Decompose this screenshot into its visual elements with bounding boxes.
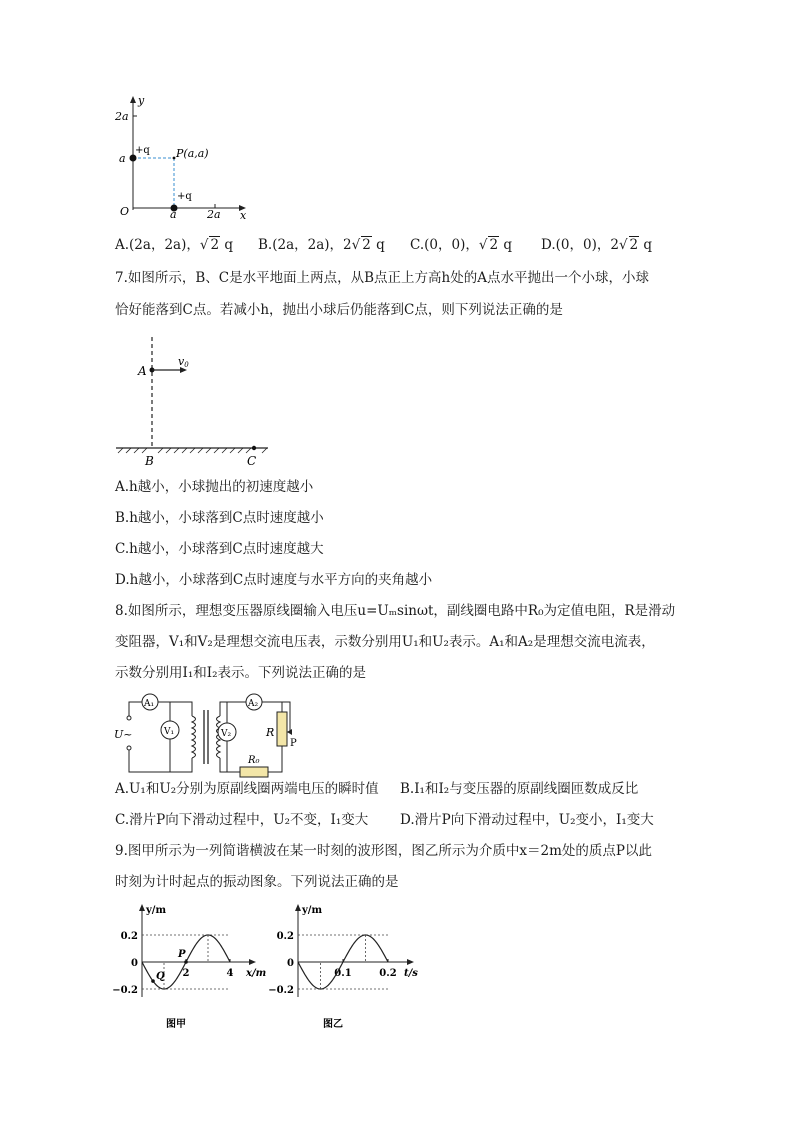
point-p-marker [184, 960, 188, 964]
x-tick-label: 2 [182, 968, 190, 979]
q6-option-d-suffix: q [639, 237, 653, 253]
q8-option-a: A.U₁和U₂分别为原副线圈两端电压的瞬时值 [115, 781, 379, 797]
q9-stem-line1: 9.图甲所示为一列简谐横波在某一时刻的波形图，图乙所示为介质中x＝2m处的质点P以此 [115, 843, 652, 859]
q8-option-b: B.I₁和I₂与变压器的原副线圈匝数成反比 [400, 781, 639, 797]
point-q-marker [151, 979, 155, 983]
label-x-axis: x [240, 209, 247, 222]
y-axis-arrow [139, 904, 145, 911]
q8-stem-line3: 示数分别用I₁和I₂表示。下列说法正确的是 [115, 665, 366, 681]
q6-option-b-root: 2 [362, 237, 371, 253]
q6-option-b-suffix: q [371, 237, 385, 253]
q8-option-c: C.滑片P向下滑动过程中，U₂不变，I₁变大 [115, 812, 369, 828]
y-tick-label: 0.2 [276, 931, 294, 942]
q6-option-a-prefix: A.(2a，2a)， [115, 237, 200, 253]
y-axis-label: y/m [146, 905, 167, 916]
primary-wire-bottom [129, 750, 192, 772]
point-p-dot [173, 157, 176, 160]
q7-stem-line2: 恰好能落到C点。若减小h，抛出小球后仍能落到C点，则下列说法正确的是 [115, 302, 563, 318]
sqrt-sign: √ 2 [618, 237, 639, 253]
q6-option-b-prefix: B.(2a，2a)，2 [258, 237, 352, 253]
q6-option-c [410, 236, 512, 254]
sqrt-sign: √ 2 [199, 237, 220, 253]
q8-stem-line2: 变阻器，V₁和V₂是理想交流电压表，示数分别用U₁和U₂表示。A₁和A₂是理想交流电流表， [115, 634, 655, 650]
x-tick-label: 4 [226, 968, 234, 979]
label-y-a: a [119, 152, 126, 165]
y-tick-label: −0.2 [112, 985, 138, 996]
q6-option-b [258, 236, 385, 254]
point-p-label: P [178, 949, 186, 960]
projectile-figure [112, 335, 272, 470]
label-v1: V₁ [164, 727, 175, 737]
label-y-axis: y [138, 94, 145, 107]
x-axis-arrow [407, 959, 414, 965]
point-q-label: Q [156, 971, 165, 983]
x-axis-label: t/s [404, 968, 418, 979]
y-tick-label: 0.2 [120, 931, 138, 942]
label-x-a: a [170, 208, 177, 221]
transformer-circuit [112, 688, 312, 788]
y-tick-label: 0 [131, 958, 138, 969]
label-a2: A₂ [248, 699, 259, 709]
ground-hatching [118, 448, 267, 453]
x-tick-label: 0.2 [379, 968, 397, 979]
primary-wire-top [129, 702, 192, 716]
label-charge-left: +q [135, 145, 150, 156]
q8-stem-line1: 8.如图所示，理想变压器原线圈输入电压u=Uₘsinωt，副线圈电路中R₀为定值电阻，R是滑动 [115, 603, 676, 619]
sqrt-sign: √ 2 [478, 237, 499, 253]
q7-option-b: B.h越小，小球落到C点时速度越小 [115, 510, 324, 526]
chart-title: 图乙 [323, 1019, 343, 1030]
q7-stem-line1: 7.如图所示，B、C是水平地面上两点，从B点正上方高h处的A点水平抛出一个小球，小球 [115, 270, 649, 286]
label-y-2a: 2a [115, 110, 129, 123]
label-u-source: U~ [114, 728, 133, 741]
q6-option-d-prefix: D.(0，0)，2 [541, 237, 619, 253]
q6-option-c-prefix: C.(0，0)， [410, 237, 479, 253]
wave-chart-jia [112, 898, 277, 1030]
y-axis-arrow [130, 96, 136, 103]
label-b: B [145, 454, 154, 468]
q8-option-d: D.滑片P向下滑动过程中，U₂变小，I₁变大 [400, 812, 654, 828]
chart-title: 图甲 [166, 1019, 186, 1030]
input-terminal-top [127, 716, 131, 720]
q9-stem-line2: 时刻为计时起点的振动图象。下列说法正确的是 [115, 874, 399, 890]
rheostat-r [277, 712, 287, 746]
x-axis-label: x/m [246, 968, 267, 979]
q6-option-c-root: 2 [489, 237, 499, 253]
q7-option-a: A.h越小，小球抛出的初速度越小 [115, 479, 314, 495]
label-charge-bottom: +q [177, 191, 192, 202]
q7-option-c: C.h越小，小球落到C点时速度越大 [115, 541, 324, 557]
q6-option-c-suffix: q [499, 237, 512, 253]
q6-option-d-root: 2 [629, 237, 639, 253]
sqrt-sign: √ 2 [351, 237, 371, 253]
label-p: P [290, 738, 297, 749]
label-a1: A₁ [144, 699, 155, 709]
label-r: R [266, 726, 275, 739]
label-c: C [247, 454, 257, 468]
q6-option-a-root: 2 [210, 237, 220, 253]
label-r0: R₀ [248, 755, 260, 766]
q7-option-d: D.h越小，小球落到C点时速度与水平方向的夹角越小 [115, 572, 433, 588]
q6-option-a-suffix: q [220, 237, 233, 253]
x-tick-label: 0.1 [334, 968, 352, 979]
charge-figure [110, 92, 260, 222]
y-axis-arrow [295, 904, 301, 911]
vibration-chart-yi [268, 898, 420, 1030]
label-v0: v0 [178, 355, 189, 369]
label-a: A [138, 364, 147, 378]
point-c-dot [252, 446, 256, 450]
q6-option-a [115, 236, 233, 254]
label-v2: V₂ [221, 729, 232, 739]
input-terminal-bottom [127, 746, 131, 750]
label-x-2a: 2a [207, 208, 221, 221]
y-tick-label: −0.2 [268, 985, 294, 996]
y-tick-label: 0 [287, 958, 294, 969]
y-axis-label: y/m [302, 905, 323, 916]
label-origin: O [120, 205, 130, 218]
primary-coil [192, 716, 196, 758]
x-axis-arrow [249, 959, 256, 965]
resistor-r0 [240, 767, 268, 777]
q6-option-d [541, 236, 652, 254]
label-point-p: P(a,a) [176, 147, 209, 160]
